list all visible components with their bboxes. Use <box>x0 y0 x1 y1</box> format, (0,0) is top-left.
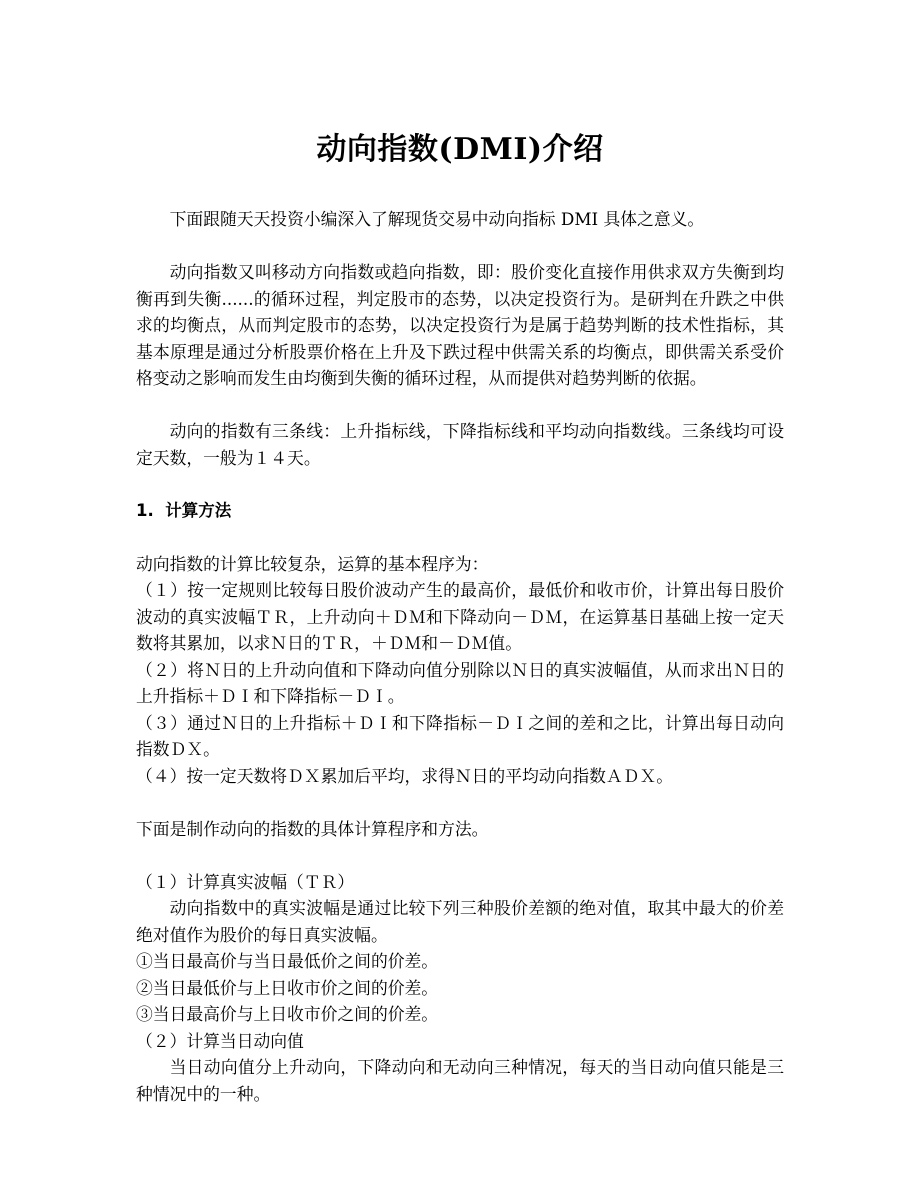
definition-paragraph: 动向指数又叫移动方向指数或趋向指数，即：股价变化直接作用供求双方失衡到均衡再到失衡......的循环过程，判定股市的态势，以决定投资行为。是研判在升跌之中供求的均衡点，从而判定股市的态势，以决定投资行为是属于趋势判断的技术性指标，其基本原理是通过分析股票价格在上升及下跌过程中供需关系的均衡点，即供需关系受价格变动之影响而发生由均衡到失衡的循环过程，从而提供对趋势判断的依据。 <box>136 262 784 388</box>
spacer <box>136 233 784 260</box>
dm-heading: （２）计算当日动向值 <box>136 1030 304 1051</box>
spacer <box>136 524 784 551</box>
step-item: （３）通过Ｎ日的上升指标＋ＤＩ和下降指标－ＤＩ之间的差和之比，计算出每日动向指数ＤＸ。 <box>136 712 784 759</box>
step-item: （１）按一定规则比较每日股价波动产生的最高价，最低价和收市价，计算出每日股价波动的真实波幅ＴＲ，上升动向＋ＤＭ和下降动向－ＤＭ，在运算基日基础上按一定天数将其累加，以求Ｎ日的ＴＲ，＋ＤＭ和－ＤＭ值。 <box>136 580 784 653</box>
tr-item: ①当日最高价与当日最低价之间的价差。 <box>136 951 439 971</box>
tr-item: ③当日最高价与上日收市价之间的价差。 <box>136 1004 439 1024</box>
step-item: （４）按一定天数将ＤＸ累加后平均，求得Ｎ日的平均动向指数ＡＤＸ。 <box>136 765 674 786</box>
tr-description: 动向指数中的真实波幅是通过比较下列三种股价差额的绝对值，取其中最大的价差绝对值作为股价的每日真实波幅。 <box>136 898 784 945</box>
dm-description: 当日动向值分上升动向，下降动向和无动向三种情况，每天的当日动向值只能是三种情况中的一种。 <box>136 1057 784 1104</box>
spacer <box>136 789 784 816</box>
lines-paragraph: 动向的指数有三条线：上升指标线，下降指标线和平均动向指数线。三条线均可设定天数，一般为１４天。 <box>136 421 784 468</box>
spacer <box>136 392 784 419</box>
step-item: （２）将Ｎ日的上升动向值和下降动向值分别除以Ｎ日的真实波幅值，从而求出Ｎ日的上升指标＋ＤＩ和下降指标－ＤＩ。 <box>136 659 784 706</box>
tr-heading: （１）计算真实波幅（ＴＲ） <box>136 871 355 892</box>
document-body <box>136 206 784 1107</box>
procedure-intro: 下面是制作动向的指数的具体计算程序和方法。 <box>136 818 489 839</box>
page-title: 动向指数(DMI)介绍 <box>316 132 604 167</box>
spacer <box>136 471 784 498</box>
tr-item: ②当日最低价与上日收市价之间的价差。 <box>136 977 439 998</box>
intro-paragraph: 下面跟随天天投资小编深入了解现货交易中动向指标 DMI 具体之意义。 <box>169 209 705 229</box>
section-heading: 1. 计算方法 <box>136 500 232 520</box>
section-lead: 动向指数的计算比较复杂，运算的基本程序为： <box>136 553 489 574</box>
spacer <box>136 842 784 869</box>
